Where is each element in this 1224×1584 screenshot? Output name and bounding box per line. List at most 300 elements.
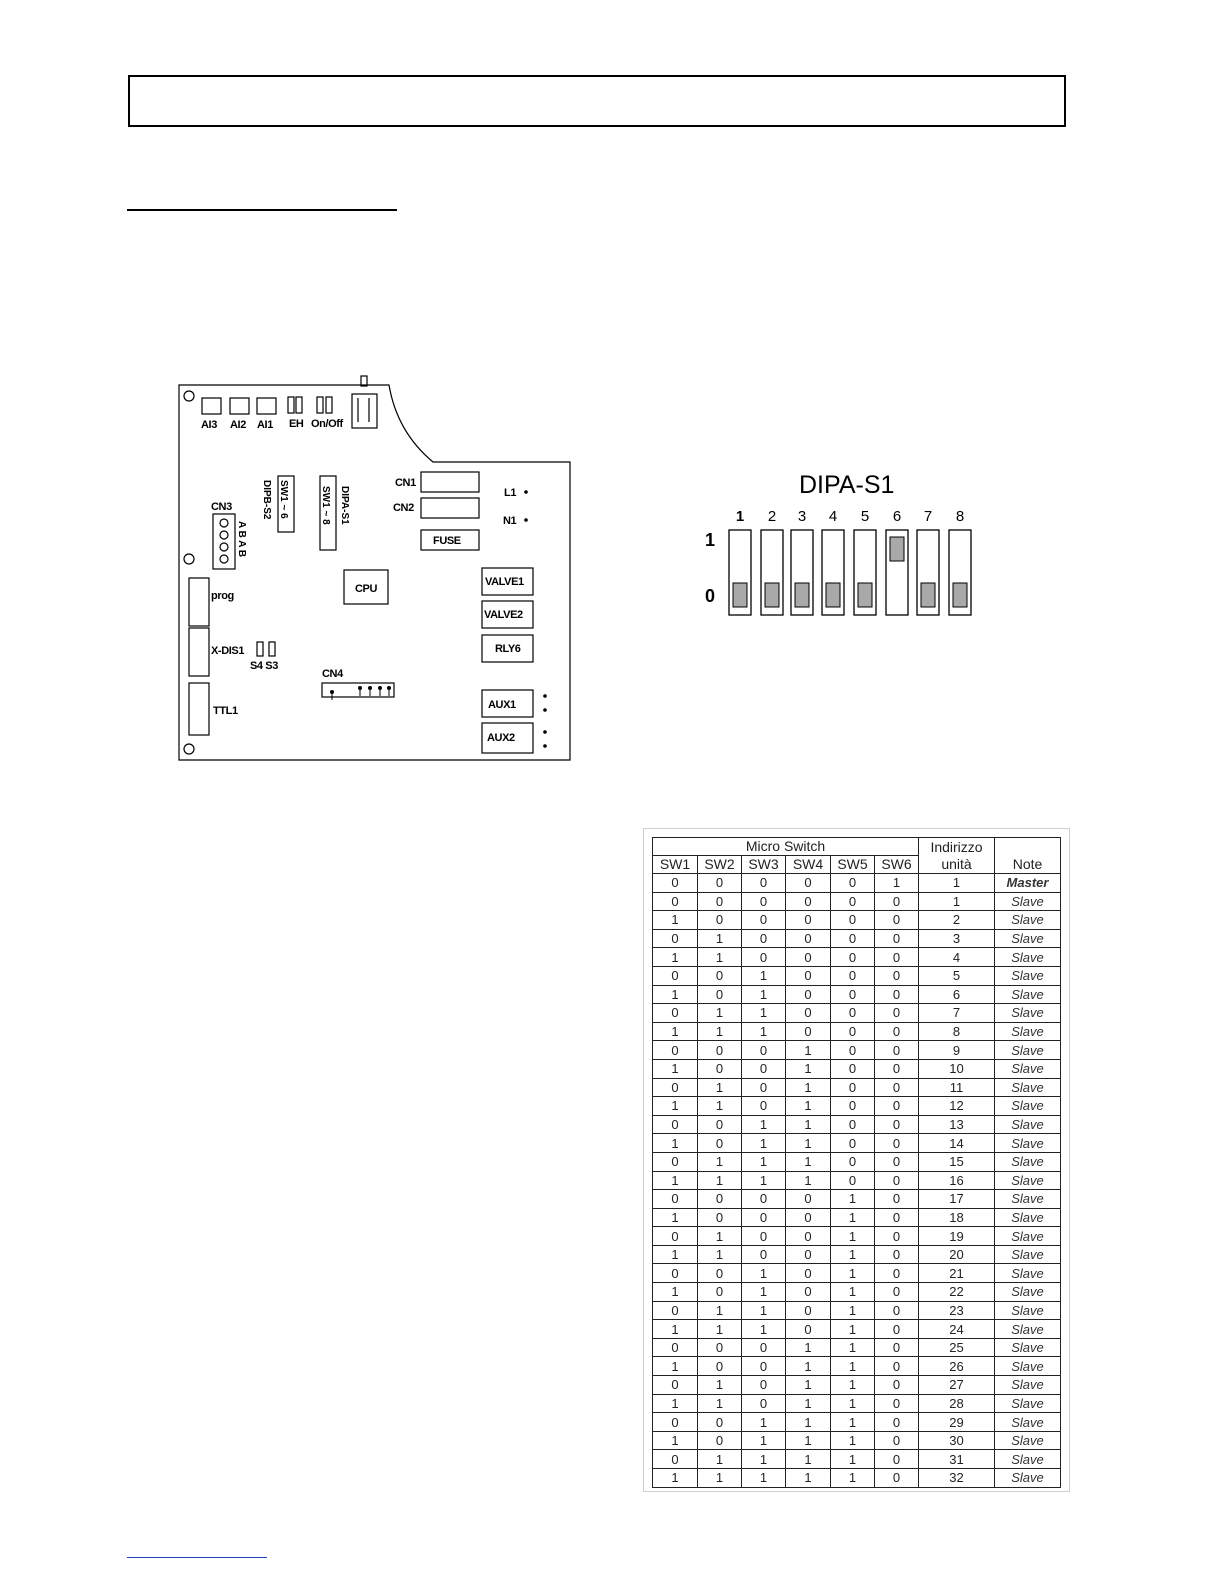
switch-cell: 1 xyxy=(742,1171,786,1190)
switch-cell: 1 xyxy=(653,948,698,967)
switch-cell: 0 xyxy=(875,1264,919,1283)
switch-cell: 0 xyxy=(698,1134,742,1153)
switch-cell: 1 xyxy=(786,1357,831,1376)
switch-cell: 0 xyxy=(742,948,786,967)
switch-cell: 0 xyxy=(786,985,831,1004)
address-cell: 1 xyxy=(919,892,995,911)
address-cell: 23 xyxy=(919,1301,995,1320)
cn3-connector xyxy=(213,514,235,569)
address-cell: 25 xyxy=(919,1338,995,1357)
pcb-label: CN3 xyxy=(211,501,232,513)
table-row xyxy=(653,1134,1061,1153)
switch-cell: 1 xyxy=(831,1208,875,1227)
address-cell: 27 xyxy=(919,1376,995,1395)
switch-cell: 1 xyxy=(653,1097,698,1116)
switch-cell: 1 xyxy=(698,948,742,967)
address-header xyxy=(919,838,995,874)
switch-cell: 0 xyxy=(786,1022,831,1041)
table-row xyxy=(653,1097,1061,1116)
switch-cell: 1 xyxy=(875,874,919,893)
switch-cell: 0 xyxy=(875,1338,919,1357)
switch-cell: 0 xyxy=(653,1115,698,1134)
switch-cell: 1 xyxy=(653,1134,698,1153)
switch-cell: 0 xyxy=(698,985,742,1004)
pcb-label: AI3 xyxy=(201,419,217,431)
column-header-sw4: SW4 xyxy=(786,856,831,874)
dip-switch-knob xyxy=(858,583,872,607)
note-cell: Slave xyxy=(995,1450,1061,1469)
switch-cell: 0 xyxy=(653,1078,698,1097)
note-cell: Slave xyxy=(995,1245,1061,1264)
pcb-label: CPU xyxy=(355,583,378,595)
switch-cell: 1 xyxy=(653,1022,698,1041)
switch-cell: 0 xyxy=(653,1264,698,1283)
switch-cell: 0 xyxy=(698,1041,742,1060)
dip-row-on-label: 1 xyxy=(705,530,716,550)
switch-cell: 0 xyxy=(875,1190,919,1209)
switch-cell: 0 xyxy=(786,1227,831,1246)
column-header-sw3: SW3 xyxy=(742,856,786,874)
switch-cell: 1 xyxy=(831,1376,875,1395)
x-dis1-connector xyxy=(189,628,209,676)
table-row xyxy=(653,1469,1061,1488)
switch-cell: 0 xyxy=(742,1041,786,1060)
switch-cell: 0 xyxy=(831,1115,875,1134)
address-cell: 15 xyxy=(919,1152,995,1171)
pcb-label: SW1 ~ 6 xyxy=(278,480,289,519)
switch-cell: 0 xyxy=(831,1059,875,1078)
switch-cell: 0 xyxy=(875,1208,919,1227)
note-cell: Slave xyxy=(995,985,1061,1004)
switch-cell: 0 xyxy=(742,911,786,930)
switch-cell: 0 xyxy=(698,1413,742,1432)
switch-cell: 1 xyxy=(742,985,786,1004)
note-cell: Slave xyxy=(995,1134,1061,1153)
note-cell: Slave xyxy=(995,1041,1061,1060)
switch-cell: 1 xyxy=(742,1022,786,1041)
switch-cell: 0 xyxy=(653,1376,698,1395)
switch-cell: 0 xyxy=(742,1338,786,1357)
address-cell: 32 xyxy=(919,1469,995,1488)
switch-cell: 1 xyxy=(831,1320,875,1339)
note-cell: Slave xyxy=(995,1097,1061,1116)
switch-cell: 1 xyxy=(653,1394,698,1413)
switch-cell: 0 xyxy=(831,874,875,893)
note-cell: Slave xyxy=(995,1431,1061,1450)
switch-cell: 0 xyxy=(742,1227,786,1246)
switch-cell: 1 xyxy=(742,1301,786,1320)
note-cell: Slave xyxy=(995,929,1061,948)
switch-cell: 1 xyxy=(742,1450,786,1469)
switch-cell: 0 xyxy=(875,948,919,967)
switch-cell: 0 xyxy=(831,1134,875,1153)
pcb-label: FUSE xyxy=(433,535,461,547)
switch-cell: 0 xyxy=(831,1097,875,1116)
switch-cell: 1 xyxy=(698,1469,742,1488)
switch-cell: 0 xyxy=(831,892,875,911)
switch-cell: 0 xyxy=(786,948,831,967)
switch-cell: 0 xyxy=(831,1171,875,1190)
switch-cell: 0 xyxy=(786,1301,831,1320)
switch-cell: 1 xyxy=(831,1245,875,1264)
pcb-label: CN1 xyxy=(395,477,416,489)
note-cell: Slave xyxy=(995,1059,1061,1078)
address-cell: 14 xyxy=(919,1134,995,1153)
pcb-label: prog xyxy=(211,590,234,602)
table-row xyxy=(653,966,1061,985)
switch-cell: 0 xyxy=(698,1338,742,1357)
column-header-sw6: SW6 xyxy=(875,856,919,874)
switch-cell: 0 xyxy=(875,1134,919,1153)
switch-cell: 0 xyxy=(875,1097,919,1116)
note-cell: Slave xyxy=(995,1469,1061,1488)
table-row xyxy=(653,1190,1061,1209)
note-cell: Slave xyxy=(995,892,1061,911)
note-cell: Slave xyxy=(995,1301,1061,1320)
pcb-label: S4 S3 xyxy=(250,660,278,672)
pcb-label: CN2 xyxy=(393,502,414,514)
ttl1-connector xyxy=(189,683,209,735)
switch-cell: 1 xyxy=(786,1097,831,1116)
address-cell: 3 xyxy=(919,929,995,948)
switch-cell: 0 xyxy=(653,1450,698,1469)
switch-cell: 1 xyxy=(653,1320,698,1339)
note-cell: Slave xyxy=(995,1376,1061,1395)
note-cell: Slave xyxy=(995,1227,1061,1246)
switch-cell: 1 xyxy=(698,1022,742,1041)
dip-title: DIPA-S1 xyxy=(799,471,895,499)
dip-switch-number: 3 xyxy=(797,508,807,525)
switch-cell: 0 xyxy=(875,1376,919,1395)
switch-cell: 1 xyxy=(786,1338,831,1357)
note-cell: Slave xyxy=(995,1115,1061,1134)
switch-cell: 0 xyxy=(831,1041,875,1060)
pcb-label: DIPA-S1 xyxy=(339,486,350,525)
switch-cell: 0 xyxy=(653,1227,698,1246)
table-row xyxy=(653,1413,1061,1432)
switch-cell: 0 xyxy=(786,1190,831,1209)
switch-cell: 0 xyxy=(831,929,875,948)
switch-cell: 0 xyxy=(742,1078,786,1097)
dip-switch-knob xyxy=(890,537,904,561)
table-row xyxy=(653,1022,1061,1041)
pcb-label: X-DIS1 xyxy=(211,645,245,657)
switch-cell: 1 xyxy=(786,1152,831,1171)
switch-cell: 1 xyxy=(698,1152,742,1171)
switch-cell: 1 xyxy=(786,1376,831,1395)
cn1-connector xyxy=(421,472,479,492)
pcb-label: N1 xyxy=(503,515,517,527)
address-cell: 11 xyxy=(919,1078,995,1097)
address-cell: 28 xyxy=(919,1394,995,1413)
switch-cell: 1 xyxy=(786,1431,831,1450)
pcb-label: AI1 xyxy=(257,419,273,431)
switch-cell: 1 xyxy=(786,1134,831,1153)
table-row xyxy=(653,1078,1061,1097)
switch-cell: 0 xyxy=(875,1413,919,1432)
switch-cell: 1 xyxy=(786,1078,831,1097)
note-cell: Slave xyxy=(995,1171,1061,1190)
table-row xyxy=(653,1320,1061,1339)
switch-cell: 1 xyxy=(653,1059,698,1078)
switch-cell: 0 xyxy=(875,1078,919,1097)
switch-cell: 1 xyxy=(698,1450,742,1469)
switch-cell: 0 xyxy=(786,911,831,930)
table-row xyxy=(653,1376,1061,1395)
address-cell: 4 xyxy=(919,948,995,967)
column-header-sw1: SW1 xyxy=(653,856,698,874)
dip-switch-knob xyxy=(765,583,779,607)
table-row xyxy=(653,1338,1061,1357)
table-row xyxy=(653,1283,1061,1302)
note-cell: Slave xyxy=(995,948,1061,967)
switch-cell: 1 xyxy=(786,1059,831,1078)
pcb-diagram xyxy=(175,372,575,764)
switch-cell: 1 xyxy=(698,1097,742,1116)
table-row xyxy=(653,1004,1061,1023)
switch-cell: 0 xyxy=(875,1004,919,1023)
address-cell: 20 xyxy=(919,1245,995,1264)
switch-cell: 0 xyxy=(698,1115,742,1134)
address-cell: 7 xyxy=(919,1004,995,1023)
switch-cell: 1 xyxy=(742,1413,786,1432)
switch-cell: 0 xyxy=(742,929,786,948)
address-cell: 8 xyxy=(919,1022,995,1041)
pcb-label: VALVE2 xyxy=(484,609,523,621)
switch-cell: 1 xyxy=(653,1357,698,1376)
cn4-connector xyxy=(322,683,394,697)
switch-cell: 0 xyxy=(875,1227,919,1246)
note-cell: Slave xyxy=(995,1208,1061,1227)
switch-cell: 0 xyxy=(698,1431,742,1450)
switch-cell: 0 xyxy=(653,1004,698,1023)
switch-cell: 1 xyxy=(786,1469,831,1488)
switch-cell: 1 xyxy=(653,985,698,1004)
address-cell: 17 xyxy=(919,1190,995,1209)
switch-cell: 1 xyxy=(698,1301,742,1320)
switch-cell: 1 xyxy=(742,1134,786,1153)
address-cell: 21 xyxy=(919,1264,995,1283)
note-cell: Slave xyxy=(995,1004,1061,1023)
pcb-label: RLY6 xyxy=(495,643,521,655)
switch-cell: 1 xyxy=(742,1152,786,1171)
table-row xyxy=(653,1357,1061,1376)
switch-cell: 0 xyxy=(875,1115,919,1134)
switch-cell: 0 xyxy=(786,1320,831,1339)
address-cell: 9 xyxy=(919,1041,995,1060)
switch-cell: 0 xyxy=(653,892,698,911)
switch-cell: 1 xyxy=(698,1078,742,1097)
pcb-label: On/Off xyxy=(311,418,343,430)
switch-cell: 0 xyxy=(831,1022,875,1041)
switch-cell: 0 xyxy=(698,1283,742,1302)
switch-cell: 1 xyxy=(698,1004,742,1023)
switch-cell: 0 xyxy=(875,1022,919,1041)
switch-cell: 0 xyxy=(698,1190,742,1209)
table-row xyxy=(653,911,1061,930)
switch-cell: 1 xyxy=(831,1301,875,1320)
switch-cell: 0 xyxy=(786,966,831,985)
address-cell: 24 xyxy=(919,1320,995,1339)
pcb-label: TTL1 xyxy=(213,705,238,717)
switch-cell: 0 xyxy=(698,892,742,911)
address-cell: 13 xyxy=(919,1115,995,1134)
switch-cell: 0 xyxy=(653,874,698,893)
address-table xyxy=(652,837,1061,1488)
switch-cell: 1 xyxy=(742,1283,786,1302)
switch-cell: 1 xyxy=(786,1450,831,1469)
switch-cell: 0 xyxy=(653,929,698,948)
mounting-hole xyxy=(184,744,194,754)
mounting-hole xyxy=(184,391,194,401)
table-row xyxy=(653,1059,1061,1078)
switch-cell: 0 xyxy=(786,892,831,911)
address-cell: 2 xyxy=(919,911,995,930)
address-cell: 6 xyxy=(919,985,995,1004)
switch-cell: 0 xyxy=(875,1059,919,1078)
address-cell: 19 xyxy=(919,1227,995,1246)
switch-cell: 1 xyxy=(831,1413,875,1432)
switch-cell: 1 xyxy=(786,1413,831,1432)
ai1-connector xyxy=(257,398,276,414)
table-row xyxy=(653,948,1061,967)
table-row xyxy=(653,1171,1061,1190)
table-row xyxy=(653,985,1061,1004)
address-cell: 10 xyxy=(919,1059,995,1078)
table-row xyxy=(653,1301,1061,1320)
table-row xyxy=(653,929,1061,948)
switch-cell: 0 xyxy=(653,1413,698,1432)
switch-cell: 0 xyxy=(831,911,875,930)
dip-switch-number: 2 xyxy=(767,508,777,525)
switch-cell: 1 xyxy=(831,1264,875,1283)
switch-cell: 1 xyxy=(831,1394,875,1413)
pcb-label: EH xyxy=(289,418,304,430)
switch-cell: 1 xyxy=(831,1338,875,1357)
table-row xyxy=(653,1264,1061,1283)
switch-cell: 0 xyxy=(653,966,698,985)
header-box xyxy=(128,75,1066,127)
table-row xyxy=(653,874,1061,893)
switch-cell: 1 xyxy=(653,1283,698,1302)
switch-cell: 0 xyxy=(875,1245,919,1264)
switch-cell: 0 xyxy=(698,1208,742,1227)
switch-cell: 0 xyxy=(786,1004,831,1023)
switch-cell: 0 xyxy=(786,1208,831,1227)
switch-cell: 1 xyxy=(698,1394,742,1413)
dip-switch-knob xyxy=(795,583,809,607)
switch-cell: 0 xyxy=(698,966,742,985)
switch-cell: 1 xyxy=(831,1283,875,1302)
switch-cell: 0 xyxy=(698,1357,742,1376)
pcb-label: SW1 ~ 8 xyxy=(320,486,331,525)
switch-cell: 1 xyxy=(698,1245,742,1264)
table-row xyxy=(653,1431,1061,1450)
switch-cell: 1 xyxy=(742,1004,786,1023)
switch-cell: 1 xyxy=(831,1357,875,1376)
switch-cell: 0 xyxy=(698,1059,742,1078)
dip-switch-knob xyxy=(733,583,747,607)
dip-switch-number: 1 xyxy=(735,508,745,525)
switch-cell: 0 xyxy=(653,1338,698,1357)
dip-switch-number: 6 xyxy=(892,508,902,525)
pcb-label: AUX2 xyxy=(487,732,515,744)
switch-cell: 0 xyxy=(831,1152,875,1171)
switch-cell: 0 xyxy=(653,1152,698,1171)
address-cell: 5 xyxy=(919,966,995,985)
address-cell: 12 xyxy=(919,1097,995,1116)
switch-cell: 0 xyxy=(742,1059,786,1078)
switch-cell: 1 xyxy=(653,1469,698,1488)
switch-cell: 1 xyxy=(742,966,786,985)
switch-cell: 0 xyxy=(875,1301,919,1320)
dip-switch-number: 8 xyxy=(955,508,965,525)
address-cell: 22 xyxy=(919,1283,995,1302)
switch-cell: 0 xyxy=(875,1320,919,1339)
table-row xyxy=(653,1245,1061,1264)
ai2-connector xyxy=(230,398,249,414)
address-table-panel xyxy=(643,828,1070,1492)
dip-switch-knob xyxy=(953,583,967,607)
switch-cell: 0 xyxy=(875,985,919,1004)
switch-cell: 1 xyxy=(742,1431,786,1450)
switch-cell: 1 xyxy=(698,1320,742,1339)
switch-cell: 1 xyxy=(742,1469,786,1488)
address-cell: 29 xyxy=(919,1413,995,1432)
ai3-connector xyxy=(202,398,221,414)
terminal-block xyxy=(352,394,377,428)
note-cell: Slave xyxy=(995,911,1061,930)
switch-cell: 0 xyxy=(742,1245,786,1264)
table-row xyxy=(653,1394,1061,1413)
note-cell: Slave xyxy=(995,1413,1061,1432)
switch-cell: 0 xyxy=(831,1004,875,1023)
address-cell: 30 xyxy=(919,1431,995,1450)
switch-cell: 0 xyxy=(786,874,831,893)
dip-row-off-label: 0 xyxy=(705,586,716,606)
address-cell: 16 xyxy=(919,1171,995,1190)
pcb-label: A B A B xyxy=(236,521,247,558)
dip-switch-number: 5 xyxy=(860,508,870,525)
note-cell: Slave xyxy=(995,1078,1061,1097)
switch-cell: 0 xyxy=(831,966,875,985)
switch-cell: 0 xyxy=(742,1097,786,1116)
address-header-line2: unità xyxy=(941,855,972,872)
note-header: Note xyxy=(995,838,1061,874)
pcb-label: L1 xyxy=(504,487,517,499)
switch-cell: 1 xyxy=(831,1190,875,1209)
switch-cell: 0 xyxy=(698,911,742,930)
cn2-connector xyxy=(421,498,479,518)
switch-cell: 0 xyxy=(875,1469,919,1488)
table-row xyxy=(653,1227,1061,1246)
switch-cell: 0 xyxy=(742,892,786,911)
switch-cell: 1 xyxy=(786,1115,831,1134)
table-row xyxy=(653,1208,1061,1227)
switch-cell: 0 xyxy=(786,929,831,948)
micro-switch-header: Micro Switch xyxy=(653,838,919,856)
switch-cell: 1 xyxy=(831,1450,875,1469)
pcb-label: VALVE1 xyxy=(485,576,524,588)
switch-cell: 0 xyxy=(875,911,919,930)
switch-cell: 1 xyxy=(742,1320,786,1339)
footer-link-underline xyxy=(127,1557,267,1558)
switch-cell: 1 xyxy=(742,1115,786,1134)
section-heading-underline xyxy=(127,209,397,211)
switch-cell: 0 xyxy=(742,1376,786,1395)
switch-cell: 1 xyxy=(653,1245,698,1264)
switch-cell: 1 xyxy=(653,1431,698,1450)
